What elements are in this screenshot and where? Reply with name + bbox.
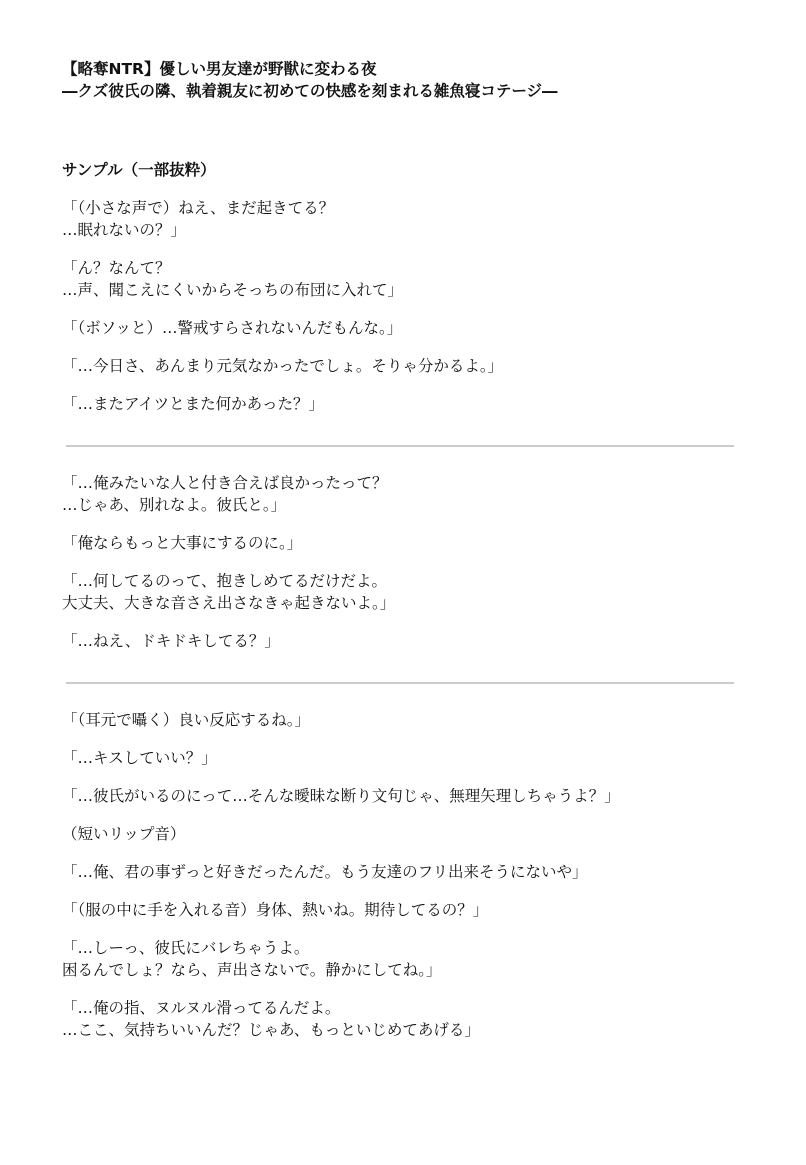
dialogue-paragraph: [62, 861, 752, 883]
dialogue-line: 「（服の中に手を入れる音）身体、熱いね。期待してるの？」: [62, 901, 489, 919]
dialogue-line: …眠れないの？」: [62, 221, 187, 239]
dialogue-line: 「…しーっ、彼氏にバレちゃうよ。: [62, 939, 310, 957]
document-page: [62, 58, 752, 1041]
dialogue-paragraph: [62, 785, 752, 807]
dialogue-line: 「…俺みたいな人と付き合えば良かったって？: [62, 474, 388, 492]
dialogue-paragraph: [62, 997, 752, 1041]
sample-section: [62, 709, 752, 1041]
dialogue-paragraph: [62, 393, 752, 415]
section-divider: [66, 445, 734, 447]
dialogue-line: 「（ボソッと）…警戒すらされないんだもんな。」: [62, 319, 403, 337]
dialogue-line: 困るんでしょ？なら、声出さないで。静かにしてね。」: [62, 961, 442, 979]
dialogue-line: 大丈夫、大きな音さえ出さなきゃ起きないよ。」: [62, 594, 396, 612]
dialogue-line: …じゃあ、別れなよ。彼氏と。」: [62, 496, 287, 514]
dialogue-line: 「俺ならもっと大事にするのに。」: [62, 534, 303, 552]
dialogue-line: （短いリップ音）: [62, 825, 186, 843]
sample-section: [62, 472, 752, 652]
dialogue-line: 「…俺、君の事ずっと好きだったんだ。もう友達のフリ出来そうにないや」: [62, 863, 588, 881]
dialogue-paragraph: [62, 197, 752, 241]
section-divider: [66, 682, 734, 684]
title-line-1: 【略奪NTR】優しい男友達が野獣に変わる夜: [62, 60, 377, 78]
dialogue-paragraph: [62, 570, 752, 614]
sample-heading: サンプル（一部抜粋）: [62, 161, 216, 179]
dialogue-line: …声、聞こえにくいからそっちの布団に入れて」: [62, 281, 404, 299]
sample-section: [62, 197, 752, 415]
dialogue-line: 「…俺の指、ヌルヌル滑ってるんだよ。: [62, 999, 341, 1017]
dialogue-paragraph: [62, 937, 752, 981]
dialogue-paragraph: [62, 355, 752, 377]
dialogue-line: 「…今日さ、あんまり元気なかったでしょ。そりゃ分かるよ。」: [62, 357, 504, 375]
dialogue-line: …ここ、気持ちいいんだ？じゃあ、もっといじめてあげる」: [62, 1021, 480, 1039]
dialogue-paragraph: [62, 630, 752, 652]
title-line-2: ―クズ彼氏の隣、執着親友に初めての快感を刻まれる雑魚寝コテージ―: [62, 82, 558, 100]
dialogue-line: 「…何してるのって、抱きしめてるだけだよ。: [62, 572, 388, 590]
dialogue-paragraph: [62, 257, 752, 301]
dialogue-paragraph: [62, 532, 752, 554]
dialogue-paragraph: [62, 899, 752, 921]
dialogue-paragraph: [62, 472, 752, 516]
dialogue-line: 「…彼氏がいるのにって…そんな曖昧な断り文句じゃ、無理矢理しちゃうよ？」: [62, 787, 620, 805]
dialogue-paragraph: [62, 317, 752, 339]
dialogue-line: 「…またアイツとまた何かあった？」: [62, 395, 324, 413]
dialogue-line: 「ん？なんて？: [62, 259, 171, 277]
dialogue-line: 「（小さな声で）ねえ、まだ起きてる？: [62, 199, 335, 217]
dialogue-paragraph: [62, 747, 752, 769]
dialogue-paragraph: [62, 709, 752, 731]
dialogue-paragraph: [62, 823, 752, 845]
dialogue-line: 「…キスしていい？」: [62, 749, 217, 767]
dialogue-line: 「（耳元で囁く）良い反応するね。」: [62, 711, 311, 729]
sample-sections: [62, 197, 752, 1041]
dialogue-line: 「…ねえ、ドキドキしてる？」: [62, 632, 280, 650]
